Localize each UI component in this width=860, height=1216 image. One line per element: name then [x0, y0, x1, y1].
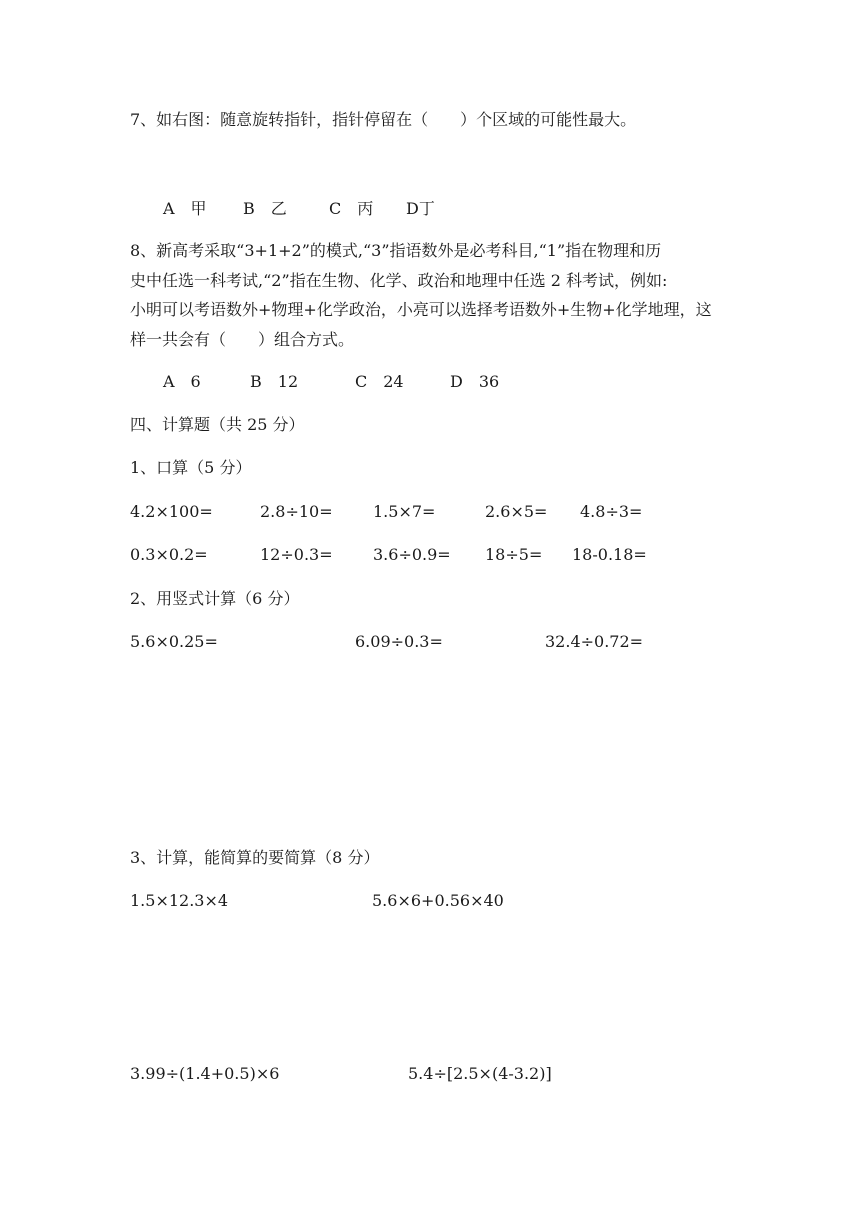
option-c: C 丙: [329, 199, 374, 218]
mental-calc-item: 18-0.18=: [572, 545, 647, 564]
mental-calc-item: 1.5×7=: [373, 502, 436, 521]
option-a: A 甲: [163, 199, 207, 218]
vertical-calc-item: 6.09÷0.3=: [355, 632, 443, 651]
part-1-title: 1、口算（5 分）: [130, 458, 252, 477]
option-b: B 乙: [243, 199, 287, 218]
question-7-text: 7、如右图：随意旋转指针，指针停留在（ ）个区域的可能性最大。: [130, 110, 637, 129]
option-a: A 6: [163, 372, 201, 391]
option-d: D 36: [450, 372, 500, 391]
option-c: C 24: [355, 372, 404, 391]
simplify-calc-item: 1.5×12.3×4: [130, 891, 229, 910]
question-8-line: 8、新高考采取“3+1+2”的模式,“3”指语数外是必考科目,“1”指在物理和历: [130, 241, 662, 260]
question-8-line: 小明可以考语数外+物理+化学政治，小亮可以选择考语数外+生物+化学地理，这: [130, 300, 712, 319]
option-b: B 12: [250, 372, 299, 391]
simplify-calc-item: 5.6×6+0.56×40: [372, 891, 504, 910]
section-4-title: 四、计算题（共 25 分）: [130, 415, 305, 434]
mental-calc-item: 2.6×5=: [485, 502, 548, 521]
mental-calc-item: 2.8÷10=: [260, 502, 333, 521]
question-8-line: 史中任选一科考试,“2”指在生物、化学、政治和地理中任选 2 科考试，例如:: [130, 270, 668, 290]
mental-calc-item: 0.3×0.2=: [130, 545, 208, 564]
mental-calc-item: 4.8÷3=: [580, 502, 643, 521]
mental-calc-item: 12÷0.3=: [260, 545, 333, 564]
simplify-calc-item: 3.99÷(1.4+0.5)×6: [130, 1064, 280, 1083]
vertical-calc-item: 32.4÷0.72=: [545, 632, 644, 651]
mental-calc-item: 3.6÷0.9=: [373, 545, 451, 564]
simplify-calc-item: 5.4÷[2.5×(4-3.2)]: [408, 1064, 552, 1083]
vertical-calc-item: 5.6×0.25=: [130, 632, 218, 651]
question-8-text: [130, 236, 735, 354]
part-2-title: 2、用竖式计算（6 分）: [130, 589, 300, 608]
part-3-title: 3、计算，能简算的要简算（8 分）: [130, 848, 380, 867]
question-8-line: 样一共会有（ ）组合方式。: [130, 329, 355, 349]
option-d: D丁: [406, 199, 435, 218]
mental-calc-item: 18÷5=: [485, 545, 543, 564]
mental-calc-item: 4.2×100=: [130, 502, 213, 521]
